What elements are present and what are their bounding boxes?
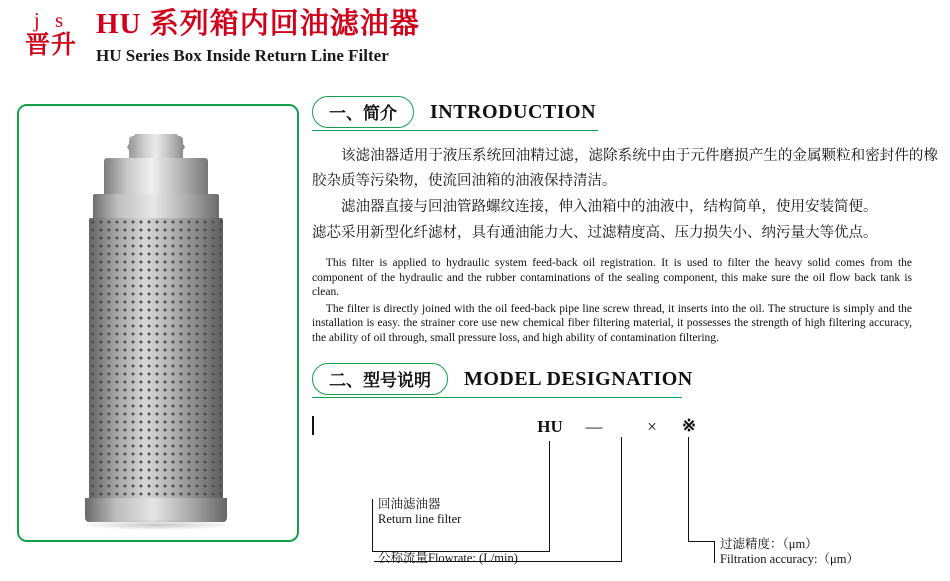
intro-cn-paragraph-2: 滤油器直接与回油管路螺纹连接，伸入油箱中的油液中，结构简单，使用安装简便。 [341, 199, 878, 215]
filter-lower-flange [93, 194, 219, 220]
page-title [96, 6, 420, 68]
leader-line-accuracy-vertical [688, 437, 689, 541]
intro-cn-paragraph-3: 滤芯采用新型化纤滤材，具有通油能力大、过滤精度高、压力损失小、纳污量大等优点。 [312, 225, 878, 241]
model-code-star: ※ [681, 416, 697, 435]
company-logo [18, 8, 84, 60]
leader-line-series-vertical [549, 441, 550, 551]
logo-latin-text: j s [33, 8, 69, 32]
model-code-multiply: × [647, 417, 657, 436]
page-title-chinese: HU 系列箱内回油滤油器 [96, 8, 420, 40]
product-image-frame [17, 104, 299, 542]
intro-en-paragraph-1: This filter is applied to hydraulic system feed-back oil registration. It is used to filter the heavy solid comes from the component of the hydraulic and the rubber contaminations of the sealing component, this make sure the oil flow back tank is clean. [312, 257, 912, 298]
model-label-filtration-accuracy [720, 537, 859, 567]
model-label-flowrate-cn: 公称流量Flowrate: (L/min) [378, 551, 518, 565]
logo-chinese-text: 晋升 [24, 32, 77, 59]
product-photo [19, 106, 293, 536]
intro-en-paragraph-2: The filter is directly joined with the oil feed-back pipe line screw thread, it inserts into the oil. The structure is simply and the installation is easy. the strainer core use new chemical fiber filtering material, it possesses the strength of high filtering accuracy, the ability of oil through, small pressure loss, and high ability of contamination filtering. [312, 302, 912, 344]
introduction-chinese-body [312, 144, 938, 246]
model-label-return-line-filter-cn: 回油滤油器 [378, 497, 441, 511]
page-header [0, 0, 950, 78]
section-underline-model-designation [312, 397, 682, 398]
model-label-filtration-accuracy-cn: 过滤精度：（μm） [720, 537, 818, 551]
leader-line-accuracy-drop [714, 541, 715, 563]
model-label-flowrate [378, 551, 518, 566]
filter-hex-nut [127, 134, 185, 160]
filter-shadow [79, 520, 235, 530]
filter-perforated-body [89, 218, 223, 502]
model-code-dash: — [585, 417, 603, 436]
section-heading-introduction [312, 96, 940, 128]
section-tag-introduction: 一、简介 [312, 96, 414, 128]
section-tag-model-designation: 二、型号说明 [312, 363, 448, 395]
filter-base [85, 498, 227, 522]
leader-line-series-drop [372, 499, 373, 551]
model-code-box [312, 416, 314, 435]
intro-cn-paragraph-1: 该滤油器适用于液压系统回油精过滤，滤除系统中由于元件磨损产生的金属颗粒和密封件的橡胶杂质等污染物，使流回油箱的油液保持清洁。 [312, 148, 938, 189]
page-title-english: HU Series Box Inside Return Line Filter [96, 46, 389, 65]
introduction-english-body [312, 256, 912, 345]
model-designation-diagram [312, 411, 940, 581]
model-label-return-line-filter-en: Return line filter [378, 512, 462, 526]
model-label-return-line-filter [378, 497, 461, 527]
model-code-series: HU [537, 417, 563, 436]
model-label-filtration-accuracy-en: Filtration accuracy:（μm） [720, 552, 859, 566]
section-title-introduction: INTRODUCTION [430, 100, 597, 123]
content-column [312, 96, 940, 581]
leader-line-flowrate-vertical [621, 437, 622, 561]
section-underline-introduction [312, 130, 598, 131]
section-heading-model-designation [312, 363, 940, 395]
leader-line-accuracy-horizontal [688, 541, 714, 542]
section-title-model-designation: MODEL DESIGNATION [464, 367, 693, 390]
model-code-row [312, 417, 940, 443]
